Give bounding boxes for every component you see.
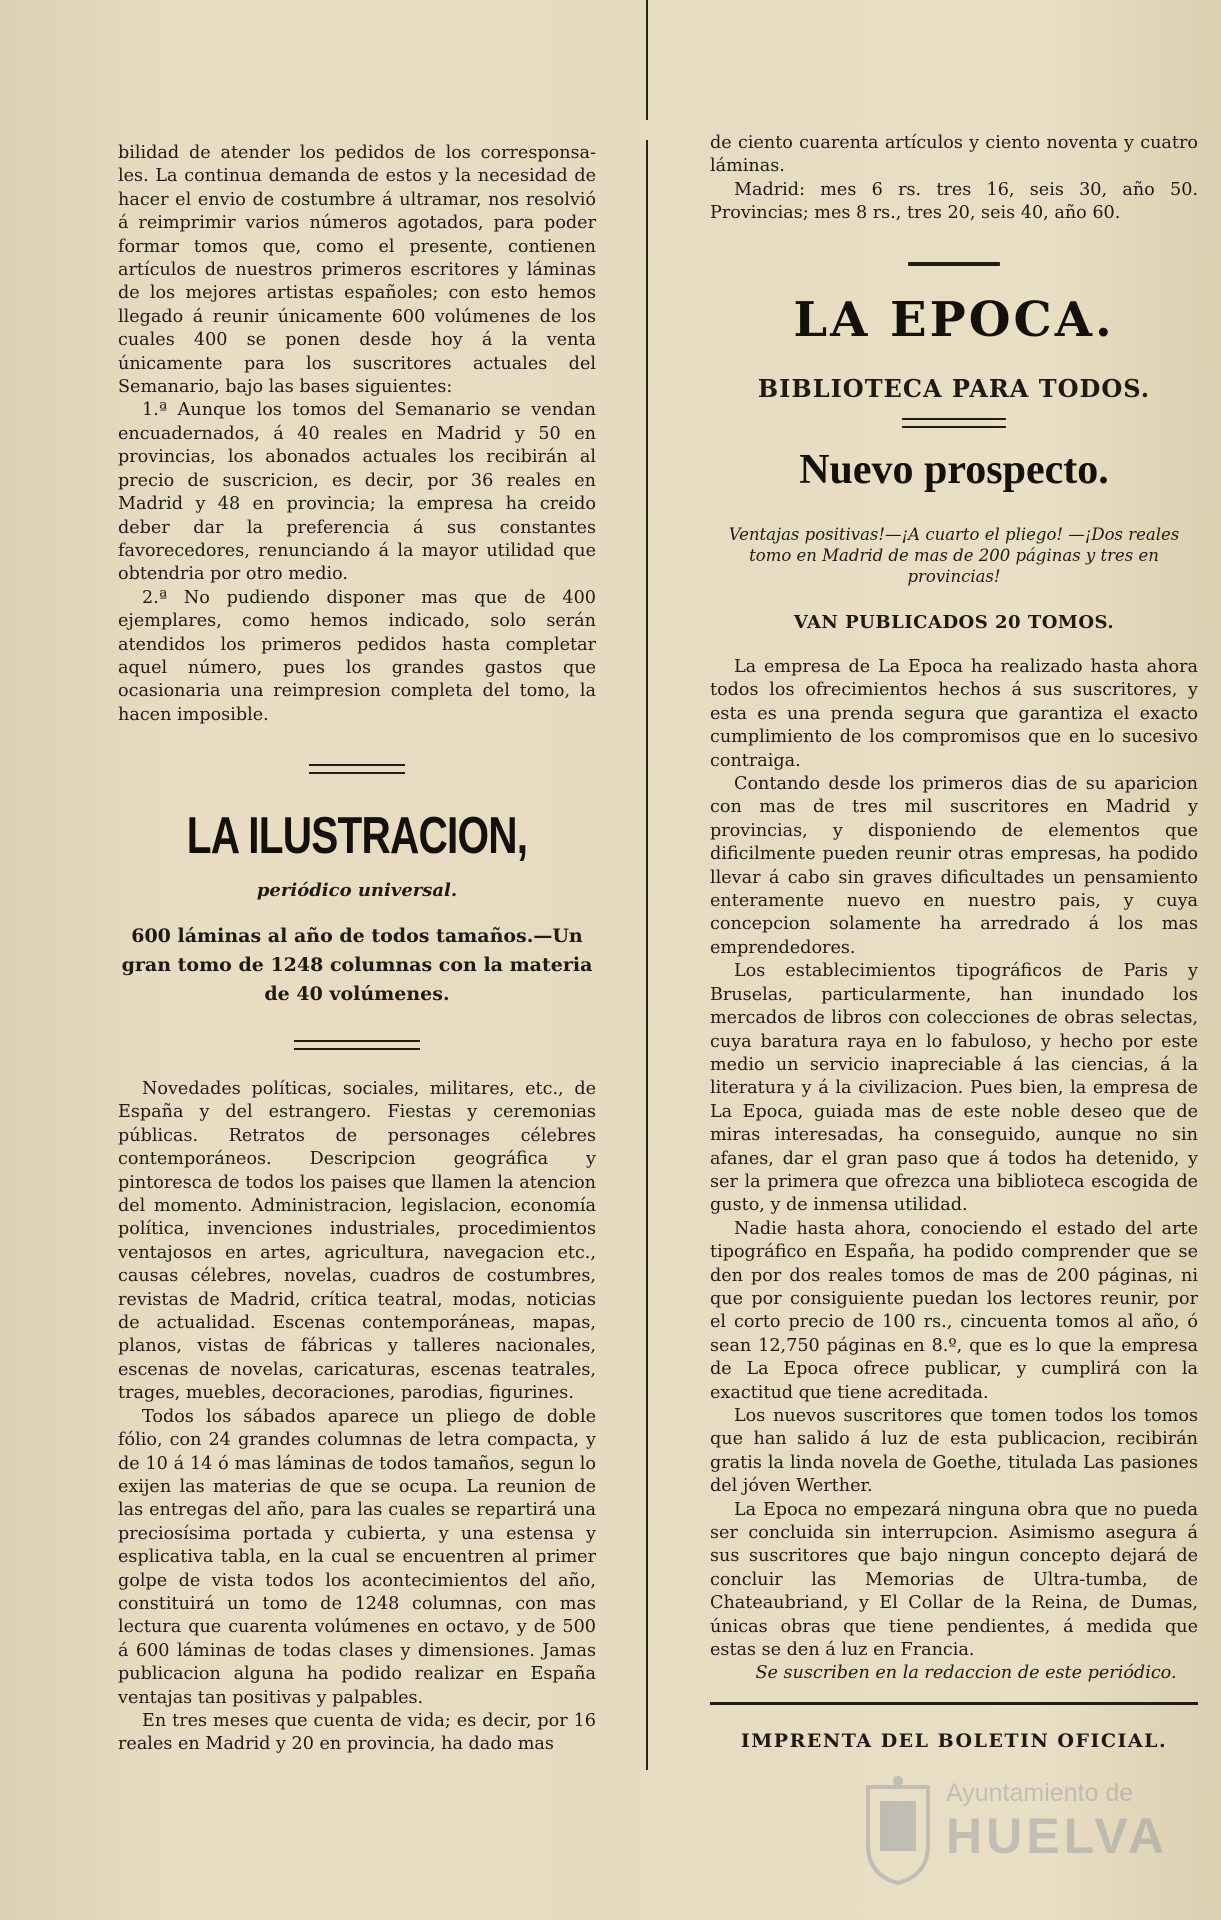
epoca-title: LA EPOCA. [793,292,1115,348]
biblioteca-block [710,374,1198,403]
ilustracion-subtitle-block [118,880,596,901]
rule-epoca-mid [710,418,1198,428]
paragraph: Los establecimientos tipográficos de Paris y Bruselas, particularmente, han inundado los mercados de libros con colecciones de obras selectas, cuya baratura raya en lo fabuloso, y hecho por este medio un servicio inapreciable á las ciencias, á la literatura y á la civilizacion. Pues bien, la empresa de La Epoca, guiada mas de este noble deseo que de miras interesadas, ha conseguido, aunque no sin afanes, dar el gran paso que á todos ha detenido, y ser la primera que ofrezca una biblioteca escogida de gusto, y de inmensa utilidad. [710,961,1198,1216]
right-body-text [710,656,1198,1686]
ilustracion-intro: 600 láminas al año de todos tamaños.—Un gran tomo de 1248 columnas con la materia de 40 volúmenes. [121,925,593,1005]
paragraph: Madrid: mes 6 rs. tres 16, seis 30, año 50. Provincias; mes 8 rs., tres 20, seis 40, año 60. [710,179,1198,224]
huelva-crest-icon [860,1775,936,1885]
paragraph: 1.ª Aunque los tomos del Semanario se vendan encuadernados, á 40 reales en Madrid y 50 en provincias, los abonados actuales los recibirán al precio de suscricion, es decir, por 36 reales en Madrid y 48 en provincia; la empresa ha creido deber dar la preferencia á sus constantes favorecedores, renunciando á la mayor utilidad que obtendria por otro medio. [118,400,596,585]
ilustracion-intro-block [118,922,596,1009]
ayuntamiento-huelva-watermark [860,1775,1190,1895]
ventajas-block [710,524,1198,587]
prospecto-block [710,446,1198,494]
ilustracion-title: LA ILUSTRACION, [186,807,528,865]
paragraph: 2.ª No pudiendo disponer mas que de 400 ejemplares, como hemos indicado, solo serán atendidos los primeros pedidos hasta completar aquel número, pues los grandes gastos que ocasionaria una reimpresion completa del tomo, la hacen imposible. [118,587,596,725]
paragraph: En tres meses que cuenta de vida; es decir, por 16 reales en Madrid y 20 en provincia, ha dado mas [118,1710,596,1755]
rule-ilustracion-top [118,764,596,774]
watermark-line2: HUELVA [946,1808,1169,1864]
paragraph: La Epoca no empezará ninguna obra que no pueda ser concluida sin interrupcion. Asimismo asegura á sus suscritores que bajo ningun concepto dejará de concluir las Memorias de Ultra-tumba, de Chateaubriand, y El Collar de la Reina, de Dumas, únicas obras que tiene pendientes, á medida que estas se den á luz en Francia. [710,1499,1198,1661]
right-top-text [710,132,1198,226]
imprenta-block [710,1730,1198,1752]
prospecto-title: Nuevo prospecto. [799,447,1109,493]
rule-epoca-top [710,262,1198,266]
left-bottom-text [118,1078,596,1757]
watermark-line1: Ayuntamiento de [946,1779,1134,1807]
paragraph: Todos los sábados aparece un pliego de doble fólio, con 24 grandes columnas de letra compacta, y de 10 á 14 ó mas láminas de todos tamaños, segun lo exijen las materias de que se ocupa. La reunion de las entregas del año, para las cuales se repartirá una preciosísima portada y cubierta, y una estensa y esplicativa tabla, en la cual se encuentren al primer golpe de vista todos los acontecimientos del año, constituirá un tomo de 1248 columnas, con mas lectura que cuarenta volúmenes en octavo, y de 500 á 600 láminas de todas clases y dimensiones. Jamas publicacion alguna ha podido realizar en España ventajas tan positivas y palpables. [118,1406,596,1708]
paragraph: Novedades políticas, sociales, militares, etc., de España y del estrangero. Fiestas y ceremonias públicas. Retratos de personages célebres contemporáneos. Descripcion geográfica y pintoresca de todos los paises que llamen la atencion del momento. Administracion, legislacion, economía política, invenciones industriales, procedimientos ventajosos en artes, agricultura, navegacion etc., causas célebres, novelas, cuadros de costumbres, revistas de Madrid, crítica teatral, modas, noticias de actualidad. Escenas contemporáneas, mapas, planos, vistas de fábricas y talleres nacionales, escenas de novelas, caricaturas, escenas teatrales, trages, muebles, decoraciones, parodias, figurines. [118,1079,596,1404]
rule-imprenta [710,1702,1198,1705]
column-rule-top [646,0,648,120]
paragraph: La empresa de La Epoca ha realizado hasta ahora todos los ofrecimientos hechos á sus suscritores, y esta es una prenda segura que garantiza el exacto cumplimiento de los compromisos que en lo sucesivo contraiga. [710,657,1198,771]
paragraph: de ciento cuarenta artículos y ciento noventa y cuatro láminas. [710,133,1198,177]
imprenta-footer: IMPRENTA DEL BOLETIN OFICIAL. [740,1730,1168,1752]
paragraph: Contando desde los primeros dias de su aparicion con mas de tres mil suscritores en Madrid y provincias, y disponiendo de elementos que dificilmente pueden reunir otras empresas, ha podido llevar á cabo sin graves dificultades un pensamiento enteramente nuevo en nuestro pais, y cuya concepcion solamente ha arredrado á los mas emprendedores. [710,774,1198,958]
ilustracion-subtitle: periódico universal. [256,880,458,901]
ilustracion-heading [118,806,596,866]
van-publicados: VAN PUBLICADOS 20 TOMOS. [793,612,1115,633]
biblioteca-subtitle: BIBLIOTECA PARA TODOS. [757,374,1151,403]
van-block [710,612,1198,633]
column-rule [646,140,648,1770]
paragraph: Nadie hasta ahora, conociendo el estado del arte tipográfico en España, ha podido comprender que se den por dos reales tomos de mas de 200 páginas, ni que por consiguiente puedan los lectores reunir, por el corto precio de 100 rs., cincuenta tomos al año, ó sean 12,750 páginas en 8.º, que es lo que la empresa de La Epoca ofrece publicar, y cumplirá con la exactitud que tiene acreditada. [710,1218,1198,1403]
left-top-text [118,142,596,727]
epoca-heading [710,292,1198,348]
ventajas-text: Ventajas positivas!—¡A cuarto el pliego! —¡Dos reales tomo en Madrid de mas de 200 páginas y tres en provincias! [728,525,1180,586]
paragraph: bilidad de atender los pedidos de los corresponsa-les. La continua demanda de estos y la necesidad de hacer el envio de costumbre á ultramar, nos resolvió á reimprimir varios números agotados, para poder formar tomos que, como el presente, contienen artículos de nuestros primeros escritores y láminas de los mejores artistas españoles; con esto hemos llegado á reunir únicamente 600 volúmenes de los cuales 400 se ponen desde hoy á la venta únicamente para los suscritores actuales del Semanario, bajo las bases siguientes: [118,143,596,398]
paragraph: Los nuevos suscritores que tomen todos los tomos que han salido á luz de esta publicacion, recibirán gratis la linda novela de Goethe, titulada Las pasiones del jóven Werther. [710,1406,1198,1497]
rule-ilustracion-bottom [118,1040,596,1050]
suscriben-note: Se suscriben en la redaccion de este periódico. [755,1663,1177,1684]
